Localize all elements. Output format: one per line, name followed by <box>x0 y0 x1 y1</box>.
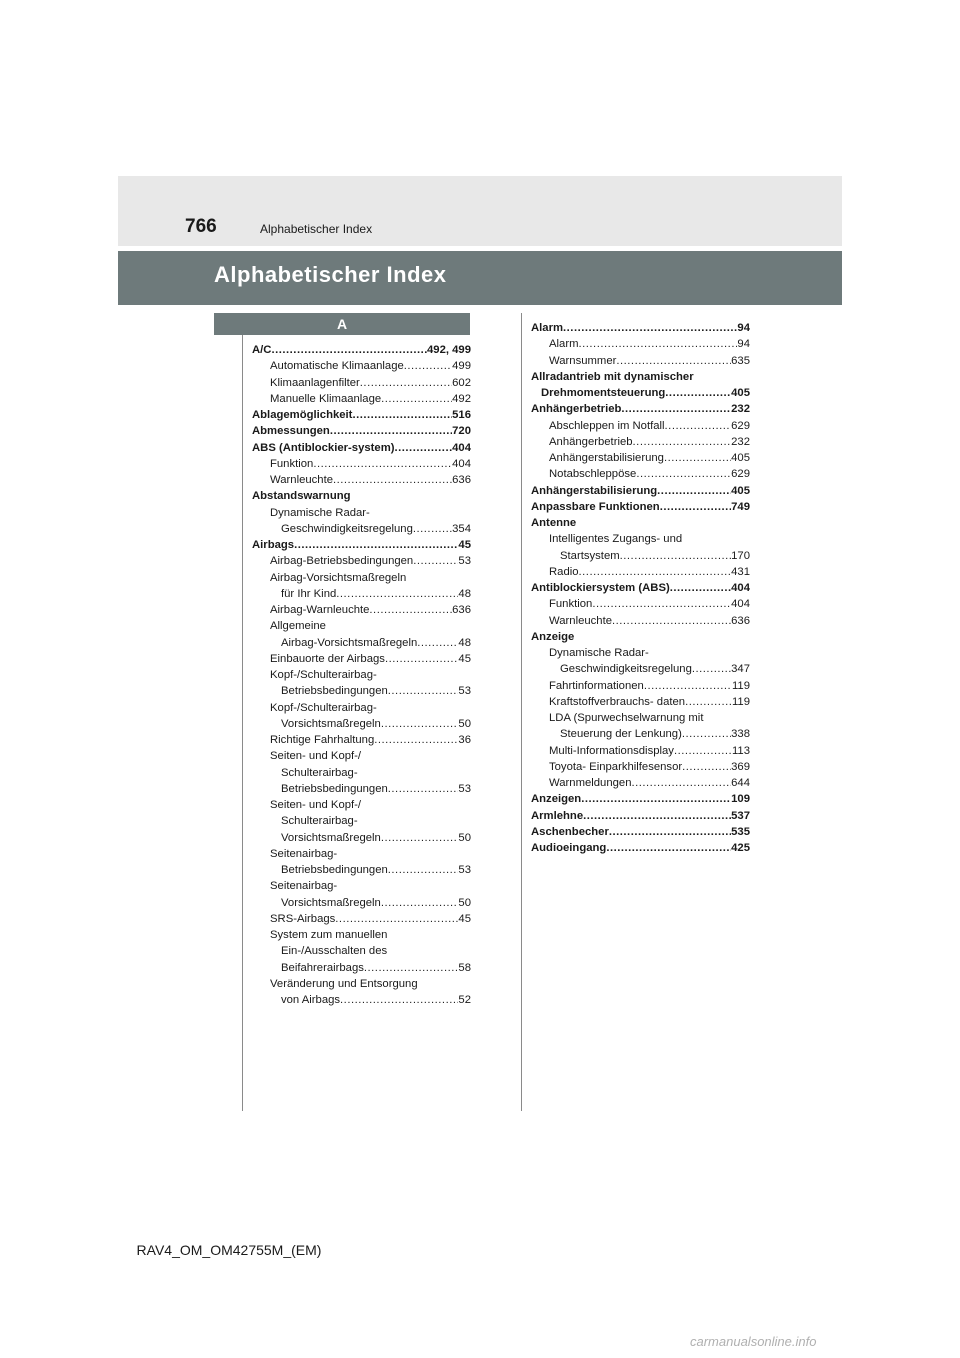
watermark: carmanualsonline.info <box>690 1334 817 1349</box>
entry-label: Alarm <box>531 322 564 334</box>
leader-dots <box>271 342 427 358</box>
entry-label: Warnsummer <box>549 354 617 367</box>
leader-dots <box>388 862 459 878</box>
entry-page-number[interactable]: 48 <box>458 587 471 600</box>
entry-label: Kopf-/Schulterairbag- <box>270 701 377 714</box>
entry-label: Ein-/Ausschalten des <box>281 945 388 958</box>
leader-dots <box>417 635 458 651</box>
entry-label: Dynamische Radar- <box>549 647 649 659</box>
entry-page-number[interactable]: 36 <box>458 734 471 746</box>
entry-page-number[interactable]: 50 <box>458 717 471 730</box>
index-subentry <box>531 466 750 482</box>
entry-label: Veränderung und Entsorgung <box>270 977 418 990</box>
index-subentry <box>531 710 750 726</box>
index-subentry <box>252 732 471 748</box>
entry-label: Airbag-Vorsichtsmaßregeln <box>270 571 407 584</box>
leader-dots <box>413 553 458 569</box>
column-divider-middle <box>521 313 522 1111</box>
entry-page-number[interactable]: 53 <box>458 555 471 568</box>
entry-label: LDA (Spurwechselwarnung mit <box>549 712 704 724</box>
entry-label: Warnmeldungen <box>549 777 632 789</box>
leader-dots <box>657 483 731 499</box>
index-entry <box>531 320 750 336</box>
entry-label: Geschwindigkeitsregelung <box>281 522 413 535</box>
entry-label: Vorsichtsmaßregeln <box>281 896 381 909</box>
leader-dots <box>335 911 458 927</box>
entry-label: Fahrtinformationen <box>549 679 644 692</box>
index-entry <box>531 515 750 531</box>
leader-dots <box>294 537 458 553</box>
index-subentry <box>531 743 750 759</box>
leader-dots <box>592 596 731 612</box>
index-entry <box>531 369 750 385</box>
entry-label: Armlehne <box>531 809 584 822</box>
index-subentry <box>531 645 750 661</box>
entry-label: Airbags <box>252 539 295 551</box>
index-entry <box>252 537 471 553</box>
entry-page-number[interactable]: 50 <box>458 831 471 844</box>
entry-page-number[interactable]: 45 <box>458 652 471 665</box>
entry-label: Abstandswarnung <box>252 490 351 503</box>
entry-page-number[interactable]: 53 <box>458 782 471 795</box>
entry-label: Drehmomentsteuerung <box>541 387 666 399</box>
leader-dots <box>682 726 731 742</box>
leader-dots <box>685 694 732 710</box>
index-subentry <box>531 775 750 791</box>
leader-dots <box>381 391 452 407</box>
entry-label: Schulterairbag- <box>281 766 358 779</box>
entry-label: Anzeigen <box>531 793 582 806</box>
index-subentry <box>531 353 750 369</box>
entry-label: Manuelle Klimaanlage <box>270 392 382 405</box>
index-subentry <box>252 797 471 813</box>
leader-dots <box>620 548 732 564</box>
entry-label: Startsystem <box>560 549 620 562</box>
entry-label: Allgemeine <box>270 620 326 633</box>
leader-dots <box>395 440 453 456</box>
leader-dots <box>340 992 458 1008</box>
entry-label: Geschwindigkeitsregelung <box>560 663 692 676</box>
entry-page-number[interactable]: 535 <box>731 825 750 838</box>
entry-label: Vorsichtsmaßregeln <box>281 831 381 844</box>
leader-dots <box>665 418 732 434</box>
entry-label: Airbag-Vorsichtsmaßregeln <box>281 636 418 649</box>
leader-dots <box>674 743 732 759</box>
entry-label: Richtige Fahrhaltung <box>270 734 375 746</box>
entry-label: Seitenairbag- <box>270 847 338 860</box>
leader-dots <box>563 320 737 336</box>
index-subentry <box>252 830 471 846</box>
leader-dots <box>660 499 731 515</box>
leader-dots <box>621 401 731 417</box>
entry-page-number[interactable]: 749 <box>731 500 750 513</box>
entry-page-number[interactable]: 425 <box>731 842 750 854</box>
entry-label: Antiblockiersystem (ABS) <box>531 582 670 594</box>
entry-label: Vorsichtsmaßregeln <box>281 717 381 730</box>
index-subentry <box>252 748 471 764</box>
entry-page-number[interactable]: 48 <box>458 636 471 649</box>
entry-label: Beifahrerairbags <box>281 961 364 974</box>
entry-label: System zum manuellen <box>270 929 388 941</box>
entry-label: Abmessungen <box>252 425 330 438</box>
entry-page-number[interactable]: 499 <box>452 360 471 373</box>
leader-dots <box>313 456 452 472</box>
entry-page-number[interactable]: 636 <box>452 604 471 616</box>
index-subentry <box>252 667 471 683</box>
footer-text: RAV4_OM_OM42755M_(EM) <box>136 1242 322 1258</box>
entry-label: Allradantrieb mit dynamischer <box>531 370 694 383</box>
index-column-2 <box>531 320 750 856</box>
index-subentry <box>531 531 750 547</box>
index-entry <box>252 342 471 358</box>
entry-page-number[interactable]: 629 <box>731 419 750 432</box>
leader-dots <box>364 960 459 976</box>
entry-label: Funktion <box>549 598 593 611</box>
page-title: Alphabetischer Index <box>214 262 447 287</box>
index-entry <box>531 499 750 515</box>
leader-dots <box>670 580 731 596</box>
index-entry <box>531 808 750 824</box>
index-subentry <box>252 602 471 618</box>
index-subentry <box>531 661 750 677</box>
entry-page-number[interactable]: 629 <box>731 468 750 481</box>
entry-page-number[interactable]: 53 <box>458 864 471 876</box>
entry-page-number[interactable]: 404 <box>731 598 750 611</box>
entry-page-number[interactable]: 635 <box>731 354 750 367</box>
entry-page-number[interactable]: 232 <box>731 403 750 416</box>
entry-page-number[interactable]: 405 <box>731 484 750 497</box>
entry-label: Ablagemöglichkeit <box>252 409 353 421</box>
entry-page-number[interactable]: 52 <box>458 994 471 1006</box>
entry-label: ABS (Antiblockier-system) <box>252 441 395 454</box>
index-subentry <box>252 716 471 732</box>
entry-label: Airbag-Warnleuchte <box>270 604 370 616</box>
running-head: Alphabetischer Index <box>260 222 373 236</box>
leader-dots <box>644 678 732 694</box>
entry-label: SRS-Airbags <box>270 912 336 925</box>
entry-page-number[interactable]: 492, 499 <box>427 344 471 356</box>
entry-page-number[interactable]: 404 <box>452 441 471 454</box>
entry-label: Betriebsbedingungen <box>281 782 388 795</box>
index-subentry <box>252 895 471 911</box>
index-subentry <box>252 553 471 569</box>
index-entry <box>252 440 471 456</box>
entry-label: Schulterairbag- <box>281 815 358 828</box>
index-entry <box>531 629 750 645</box>
entry-page-number[interactable]: 405 <box>731 387 750 399</box>
leader-dots <box>682 759 731 775</box>
page-number: 766 <box>185 216 217 237</box>
index-subentry <box>252 862 471 878</box>
index-subentry <box>252 765 471 781</box>
index-subentry <box>531 678 750 694</box>
leader-dots <box>381 830 459 846</box>
leader-dots <box>631 775 731 791</box>
leader-dots <box>381 716 459 732</box>
index-subentry <box>252 635 471 651</box>
index-subentry <box>531 434 750 450</box>
leader-dots <box>404 358 452 374</box>
leader-dots <box>612 613 731 629</box>
index-entry <box>252 488 471 504</box>
entry-label: Aschenbecher <box>531 825 609 838</box>
index-subentry <box>252 375 471 391</box>
entry-page-number[interactable]: 347 <box>731 663 750 676</box>
index-subentry <box>252 846 471 862</box>
index-entry <box>531 580 750 596</box>
index-subentry <box>252 618 471 634</box>
leader-dots <box>579 336 738 352</box>
entry-page-number[interactable]: 369 <box>731 760 750 773</box>
leader-dots <box>579 564 732 580</box>
entry-label: Einbauorte der Airbags <box>270 652 385 665</box>
entry-page-number[interactable]: 720 <box>452 425 471 438</box>
entry-page-number[interactable]: 109 <box>731 793 750 806</box>
entry-label: Dynamische Radar- <box>270 506 370 519</box>
entry-label: A/C <box>252 344 272 356</box>
index-entry <box>252 423 471 439</box>
index-entry <box>531 840 750 856</box>
entry-page-number[interactable]: 58 <box>458 961 471 974</box>
entry-page-number[interactable]: 431 <box>731 565 750 578</box>
entry-label: Anhängerstabilisierung <box>549 452 664 464</box>
index-subentry <box>531 694 750 710</box>
entry-label: Steuerung der Lenkung) <box>560 728 682 741</box>
index-column-1 <box>252 342 471 1008</box>
index-subentry <box>252 651 471 667</box>
header-band <box>118 176 842 246</box>
footer-document-code <box>0 1242 960 1258</box>
entry-label: Radio <box>549 565 579 578</box>
column-divider-left <box>242 313 243 1111</box>
section-letter-tab: A <box>214 313 470 335</box>
entry-label: Anhängerstabilisierung <box>531 484 658 497</box>
index-subentry <box>252 878 471 894</box>
entry-page-number[interactable]: 644 <box>731 777 750 789</box>
entry-label: Audioeingang <box>531 842 607 854</box>
index-subentry <box>252 943 471 959</box>
index-subentry <box>531 726 750 742</box>
index-entry <box>531 824 750 840</box>
entry-page-number[interactable]: 636 <box>731 614 750 627</box>
index-subentry <box>252 456 471 472</box>
entry-page-number[interactable]: 516 <box>452 409 471 421</box>
entry-label: Betriebsbedingungen <box>281 685 388 698</box>
leader-dots <box>388 683 459 699</box>
entry-label: für Ihr Kind <box>281 587 337 600</box>
entry-label: Alarm <box>549 338 579 351</box>
entry-label: Anhängerbetrieb <box>531 403 622 416</box>
entry-label: Kraftstoffverbrauchs- daten <box>549 695 686 708</box>
index-subentry <box>252 505 471 521</box>
index-subentry <box>531 450 750 466</box>
entry-page-number[interactable]: 354 <box>452 522 471 535</box>
entry-label: Intelligentes Zugangs- und <box>549 533 683 546</box>
entry-label: Seitenairbag- <box>270 880 338 893</box>
entry-label: Kopf-/Schulterairbag- <box>270 669 377 681</box>
entry-label: Airbag-Betriebsbedingungen <box>270 555 414 568</box>
leader-dots <box>581 791 731 807</box>
entry-page-number[interactable]: 94 <box>737 322 750 334</box>
leader-dots <box>374 732 458 748</box>
entry-label: Funktion <box>270 457 314 470</box>
entry-page-number[interactable]: 119 <box>731 695 750 708</box>
entry-page-number[interactable]: 119 <box>731 679 750 692</box>
leader-dots <box>665 385 731 401</box>
entry-page-number[interactable]: 492 <box>452 392 471 405</box>
leader-dots <box>583 808 731 824</box>
entry-label: Seiten- und Kopf-/ <box>270 750 362 763</box>
entry-page-number[interactable]: 537 <box>731 809 750 822</box>
leader-dots <box>609 824 731 840</box>
leader-dots <box>381 895 459 911</box>
entry-page-number[interactable]: 45 <box>458 912 471 925</box>
entry-page-number[interactable]: 602 <box>452 376 471 389</box>
index-subentry <box>252 358 471 374</box>
leader-dots <box>336 586 458 602</box>
index-entry <box>531 483 750 499</box>
entry-label: Warnleuchte <box>270 474 333 486</box>
leader-dots <box>330 423 452 439</box>
entry-label: Abschleppen im Notfall <box>549 419 665 432</box>
index-subentry <box>252 391 471 407</box>
leader-dots <box>413 521 452 537</box>
index-entry <box>252 407 471 423</box>
index-entry <box>531 385 750 401</box>
index-subentry <box>252 927 471 943</box>
leader-dots <box>636 466 731 482</box>
entry-page-number[interactable]: 636 <box>452 474 471 486</box>
entry-page-number[interactable]: 404 <box>452 457 471 470</box>
entry-label: Klimaanlagenfilter <box>270 376 360 389</box>
entry-page-number[interactable]: 94 <box>737 338 750 351</box>
index-subentry <box>252 960 471 976</box>
leader-dots <box>692 661 731 677</box>
entry-label: Anzeige <box>531 630 575 643</box>
leader-dots <box>664 450 731 466</box>
index-subentry <box>252 976 471 992</box>
index-subentry <box>531 596 750 612</box>
index-entry <box>531 401 750 417</box>
entry-page-number[interactable]: 404 <box>731 582 750 594</box>
entry-label: Betriebsbedingungen <box>281 864 388 876</box>
index-subentry <box>252 700 471 716</box>
entry-page-number[interactable]: 405 <box>731 452 750 464</box>
leader-dots <box>333 472 452 488</box>
index-subentry <box>252 586 471 602</box>
entry-page-number[interactable]: 170 <box>731 549 750 562</box>
entry-page-number[interactable]: 113 <box>731 744 750 757</box>
index-subentry <box>531 564 750 580</box>
leader-dots <box>616 353 731 369</box>
index-subentry <box>252 992 471 1008</box>
index-subentry <box>531 548 750 564</box>
index-subentry <box>531 336 750 352</box>
index-subentry <box>252 911 471 927</box>
index-subentry <box>252 781 471 797</box>
entry-page-number[interactable]: 232 <box>731 435 750 448</box>
index-subentry <box>252 813 471 829</box>
entry-label: Warnleuchte <box>549 614 612 627</box>
entry-label: Multi-Informationsdisplay <box>549 744 674 757</box>
entry-page-number[interactable]: 50 <box>458 896 471 909</box>
leader-dots <box>388 781 459 797</box>
leader-dots <box>606 840 731 856</box>
entry-label: Notabschleppöse <box>549 468 637 481</box>
index-entry <box>531 791 750 807</box>
entry-page-number[interactable]: 45 <box>458 539 471 551</box>
entry-label: Automatische Klimaanlage <box>270 360 404 373</box>
entry-label: Seiten- und Kopf-/ <box>270 799 362 811</box>
entry-label: Anpassbare Funktionen <box>531 500 660 513</box>
index-subentry <box>531 759 750 775</box>
leader-dots <box>633 434 732 450</box>
index-subentry <box>531 613 750 629</box>
index-subentry <box>252 472 471 488</box>
entry-label: von Airbags <box>281 994 341 1006</box>
entry-label: Anhängerbetrieb <box>549 435 633 448</box>
leader-dots <box>352 407 452 423</box>
index-subentry <box>252 521 471 537</box>
entry-page-number[interactable]: 338 <box>731 728 750 741</box>
entry-label: Toyota- Einparkhilfesensor <box>549 760 683 773</box>
leader-dots <box>385 651 458 667</box>
leader-dots <box>360 375 452 391</box>
leader-dots <box>369 602 452 618</box>
index-subentry <box>252 570 471 586</box>
index-subentry <box>531 418 750 434</box>
entry-page-number[interactable]: 53 <box>458 685 471 698</box>
index-subentry <box>252 683 471 699</box>
entry-label: Antenne <box>531 517 577 529</box>
